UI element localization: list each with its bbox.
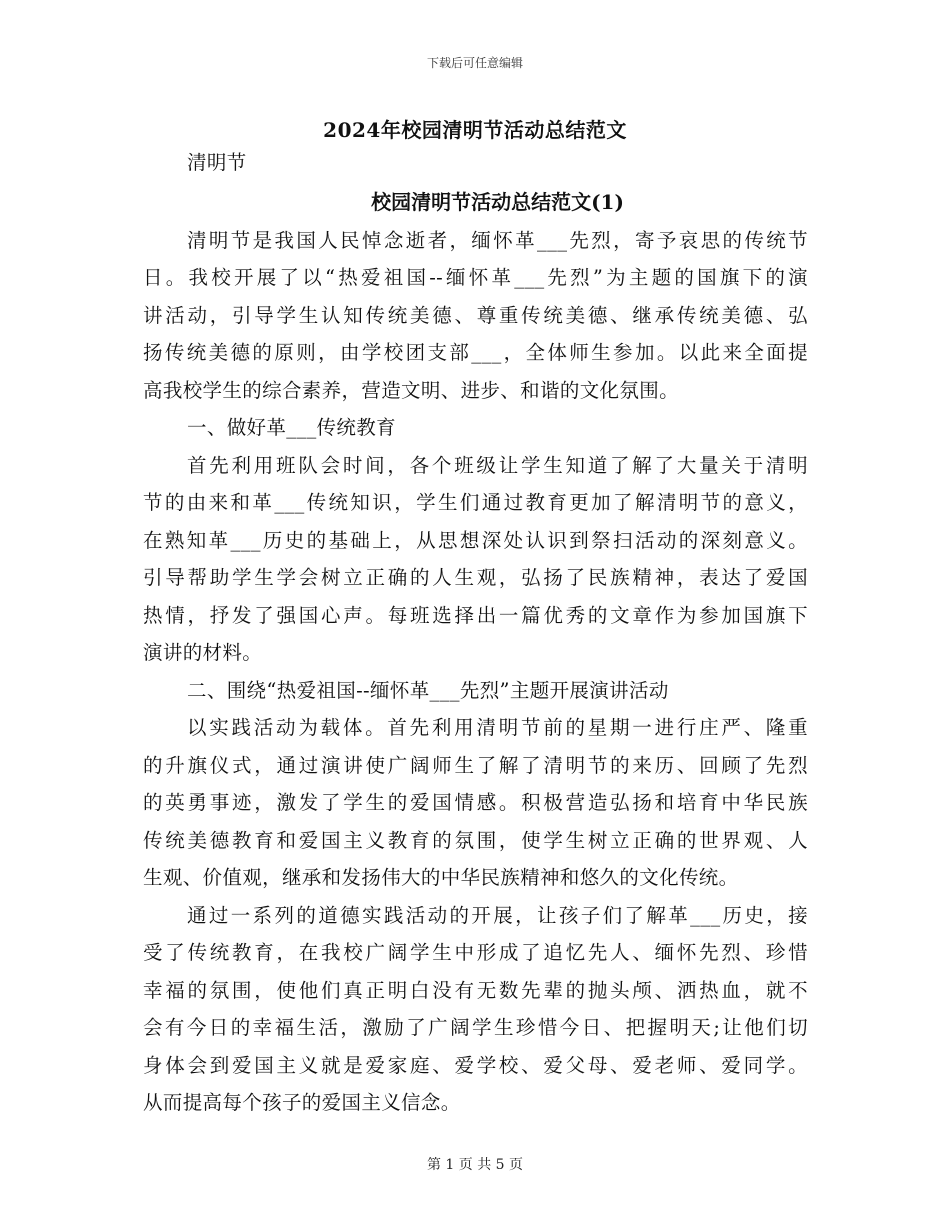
paragraph-line: 幸福的氛围，使他们真正明白没有无数先辈的抛头颅、洒热血，就不: [143, 978, 808, 1002]
page-number: 第 1 页 共 5 页: [426, 1157, 524, 1173]
paragraph-line: 的英勇事迹，激发了学生的爱国情感。积极营造弘扬和培育中华民族: [143, 791, 808, 814]
document-title: 2024年校园清明节活动总结范文: [323, 118, 627, 142]
paragraph-line: 清明节是我国人民悼念逝者，缅怀革___先烈，寄予哀思的传统节: [187, 228, 808, 252]
paragraph-line: 受了传统教育，在我校广阔学生中形成了追忆先人、缅怀先烈、珍惜: [143, 941, 808, 964]
paragraph-line: 首先利用班队会时间，各个班级让学生知道了解了大量关于清明: [187, 453, 808, 477]
paragraph-line: 演讲的材料。: [143, 641, 263, 664]
paragraph-line: 通过一系列的道德实践活动的开展，让孩子们了解革___历史，接: [187, 903, 808, 927]
paragraph-line: 以实践活动为载体。首先利用清明节前的星期一进行庄严、隆重: [187, 716, 808, 739]
subheading-2: 二、围绕“热爱祖国--缅怀革___先烈”主题开展演讲活动: [187, 678, 669, 702]
paragraph-line: 在熟知革___历史的基础上，从思想深处认识到祭扫活动的深刻意义。: [143, 528, 808, 552]
keyword-line: 清明节: [187, 151, 247, 174]
paragraph-line: 扬传统美德的原则，由学校团支部___，全体师生参加。以此来全面提: [143, 341, 808, 364]
paragraph-line: 会有今日的幸福生活，激励了广阔学生珍惜今日、把握明天;让他们切: [143, 1016, 808, 1039]
paragraph-line: 高我校学生的综合素养，营造文明、进步、和谐的文化氛围。: [143, 378, 679, 402]
paragraph-line: 从而提高每个孩子的爱国主义信念。: [143, 1091, 461, 1114]
section-heading: 校园清明节活动总结范文(1): [371, 189, 624, 214]
document-body: [143, 144, 808, 1122]
paragraph-line: 热情，抒发了强国心声。每班选择出一篇优秀的文章作为参加国旗下: [143, 603, 808, 627]
subheading-1: 一、做好革___传统教育: [187, 416, 396, 439]
paragraph-line: 传统美德教育和爱国主义教育的氛围，使学生树立正确的世界观、人: [143, 828, 808, 852]
paragraph-line: 讲活动，引导学生认知传统美德、尊重传统美德、继承传统美德、弘: [143, 303, 808, 327]
paragraph-line: 生观、价值观，继承和发扬伟大的中华民族精神和悠久的文化传统。: [143, 866, 739, 889]
paragraph-line: 身体会到爱国主义就是爱家庭、爱学校、爱父母、爱老师、爱同学。: [143, 1053, 808, 1077]
paragraph-line: 节的由来和革___传统知识，学生们通过教育更加了解清明节的意义，: [143, 491, 808, 514]
header-note: 下载后可任意编辑: [426, 56, 523, 70]
paragraph-line: 引导帮助学生学会树立正确的人生观，弘扬了民族精神，表达了爱国: [143, 566, 808, 589]
paragraph-line: 日。我校开展了以“热爱祖国--缅怀革___先烈”为主题的国旗下的演: [143, 266, 808, 289]
paragraph-line: 的升旗仪式，通过演讲使广阔师生了解了清明节的来历、回顾了先烈: [143, 753, 808, 777]
